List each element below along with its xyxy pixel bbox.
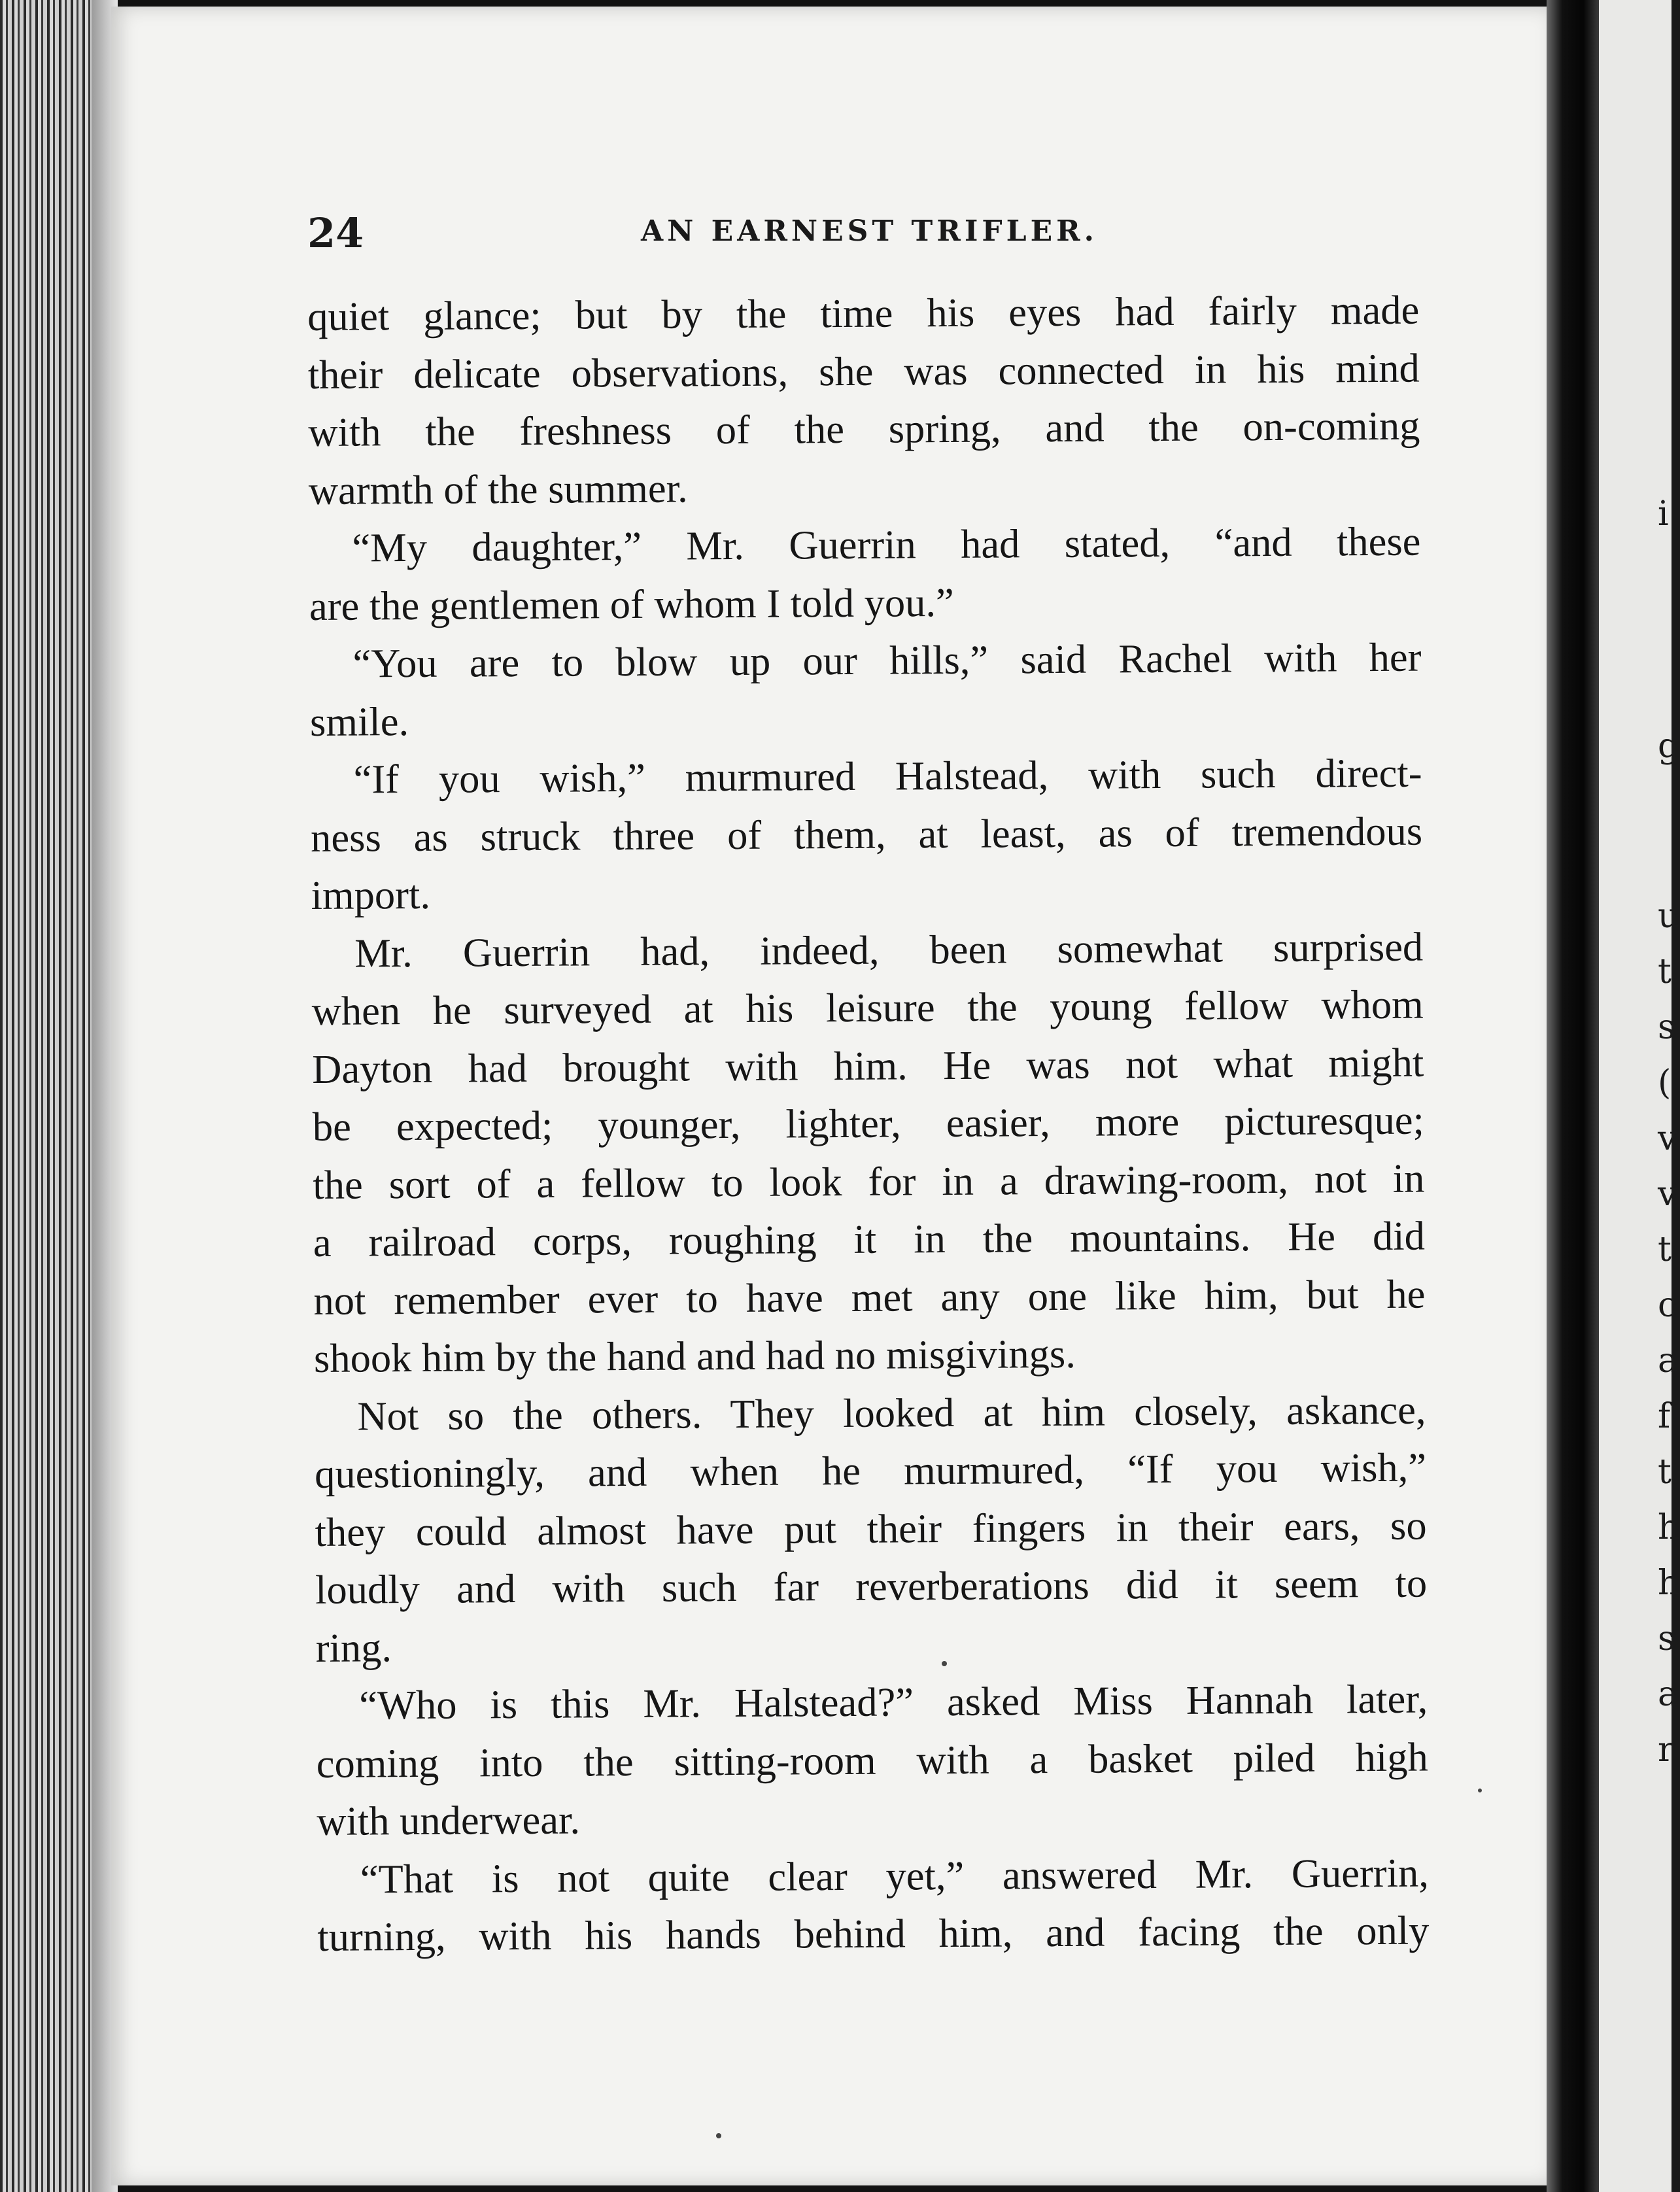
facing-page-letter: s (1658, 1008, 1675, 1047)
facing-page-letter: c (1658, 1286, 1677, 1325)
text-line: with the freshness of the spring, and the on-coming (308, 402, 1420, 455)
facing-page-letter: t (1658, 1452, 1671, 1492)
text-line: “That is not quite clear yet,” answered Mr. Guerrin, (360, 1849, 1430, 1902)
facing-page-letter: r (1658, 1730, 1674, 1770)
facing-page-letter: s (1658, 1619, 1675, 1658)
text-line: Not so the others. They looked at him closely, askance, (357, 1386, 1426, 1439)
ink-speck (1478, 1789, 1482, 1792)
text-line: the sort of a fellow to look for in a drawing-room, not in (313, 1155, 1425, 1208)
facing-page-letter: h (1658, 1564, 1680, 1603)
facing-page-letter: v (1658, 1119, 1677, 1158)
text-line: their delicate observations, she was connected in his mind (307, 345, 1420, 398)
text-line: “My daughter,” Mr. Guerrin had stated, “and these (352, 518, 1421, 571)
text-line: “Who is this Mr. Halstead?” asked Miss Hannah later, (359, 1675, 1428, 1728)
text-line: with underwear. (317, 1796, 581, 1844)
text-line: import. (311, 871, 431, 918)
text-line: shook him by the hand and had no misgivings. (313, 1330, 1076, 1381)
text-line: not remember ever to have met any one like him, but he (313, 1271, 1426, 1324)
facing-page-letter: v (1658, 1174, 1677, 1214)
facing-page-letter: h (1658, 1508, 1680, 1547)
text-line: loudly and with such far reverberations did it seem to (315, 1560, 1428, 1613)
text-line: “If you wish,” murmured Halstead, with such direct- (353, 749, 1422, 802)
text-line: questioningly, and when he murmured, “If you wish,” (314, 1444, 1427, 1497)
text-line: warmth of the summer. (308, 464, 688, 513)
ink-speck (942, 1661, 947, 1666)
text-line: coming into the sitting-room with a basket piled high (316, 1734, 1428, 1787)
text-line: are the gentlemen of whom I told you.” (309, 579, 954, 629)
text-line: Dayton had brought with him. He was not what might (312, 1039, 1424, 1092)
facing-page-letter: u (1658, 897, 1680, 936)
body-text (307, 281, 1430, 1966)
facing-page-letter: t (1658, 1230, 1671, 1269)
text-line: when he surveyed at his leisure the young fellow whom (311, 981, 1424, 1034)
text-line: they could almost have put their fingers in their ears, so (315, 1502, 1427, 1555)
page-header (307, 209, 1419, 262)
facing-page-letter: a (1658, 1675, 1679, 1714)
ink-speck (716, 2133, 721, 2138)
text-line: ness as struck three of them, at least, as of tremendous (310, 808, 1423, 861)
text-line: quiet glance; but by the time his eyes had fairly made (307, 286, 1420, 339)
facing-page-letter: g (1658, 727, 1680, 766)
text-line: a railroad corps, roughing it in the mountains. He did (313, 1212, 1426, 1265)
book-gutter (1547, 0, 1599, 2192)
page-stack-edges (0, 0, 118, 2192)
text-line: smile. (309, 698, 409, 745)
text-line: “You are to blow up our hills,” said Rachel with her (352, 634, 1422, 687)
page-number: 24 (307, 209, 364, 257)
facing-page-edge (1599, 0, 1680, 2192)
text-line: be expected; younger, lighter, easier, more picturesque; (312, 1097, 1425, 1150)
facing-page-letter: t (1658, 952, 1671, 991)
facing-page-letter: ( (1658, 1063, 1671, 1103)
facing-page-letter: a (1658, 1341, 1679, 1380)
facing-page-letter: i (1658, 494, 1669, 534)
text-line: ring. (315, 1624, 392, 1671)
running-title: AN EARNEST TRIFLER. (641, 214, 1098, 248)
facing-page-letter: f (1658, 1397, 1671, 1436)
text-line: Mr. Guerrin had, indeed, been somewhat surprised (354, 923, 1424, 976)
text-line: turning, with his hands behind him, and facing the only (317, 1907, 1430, 1960)
